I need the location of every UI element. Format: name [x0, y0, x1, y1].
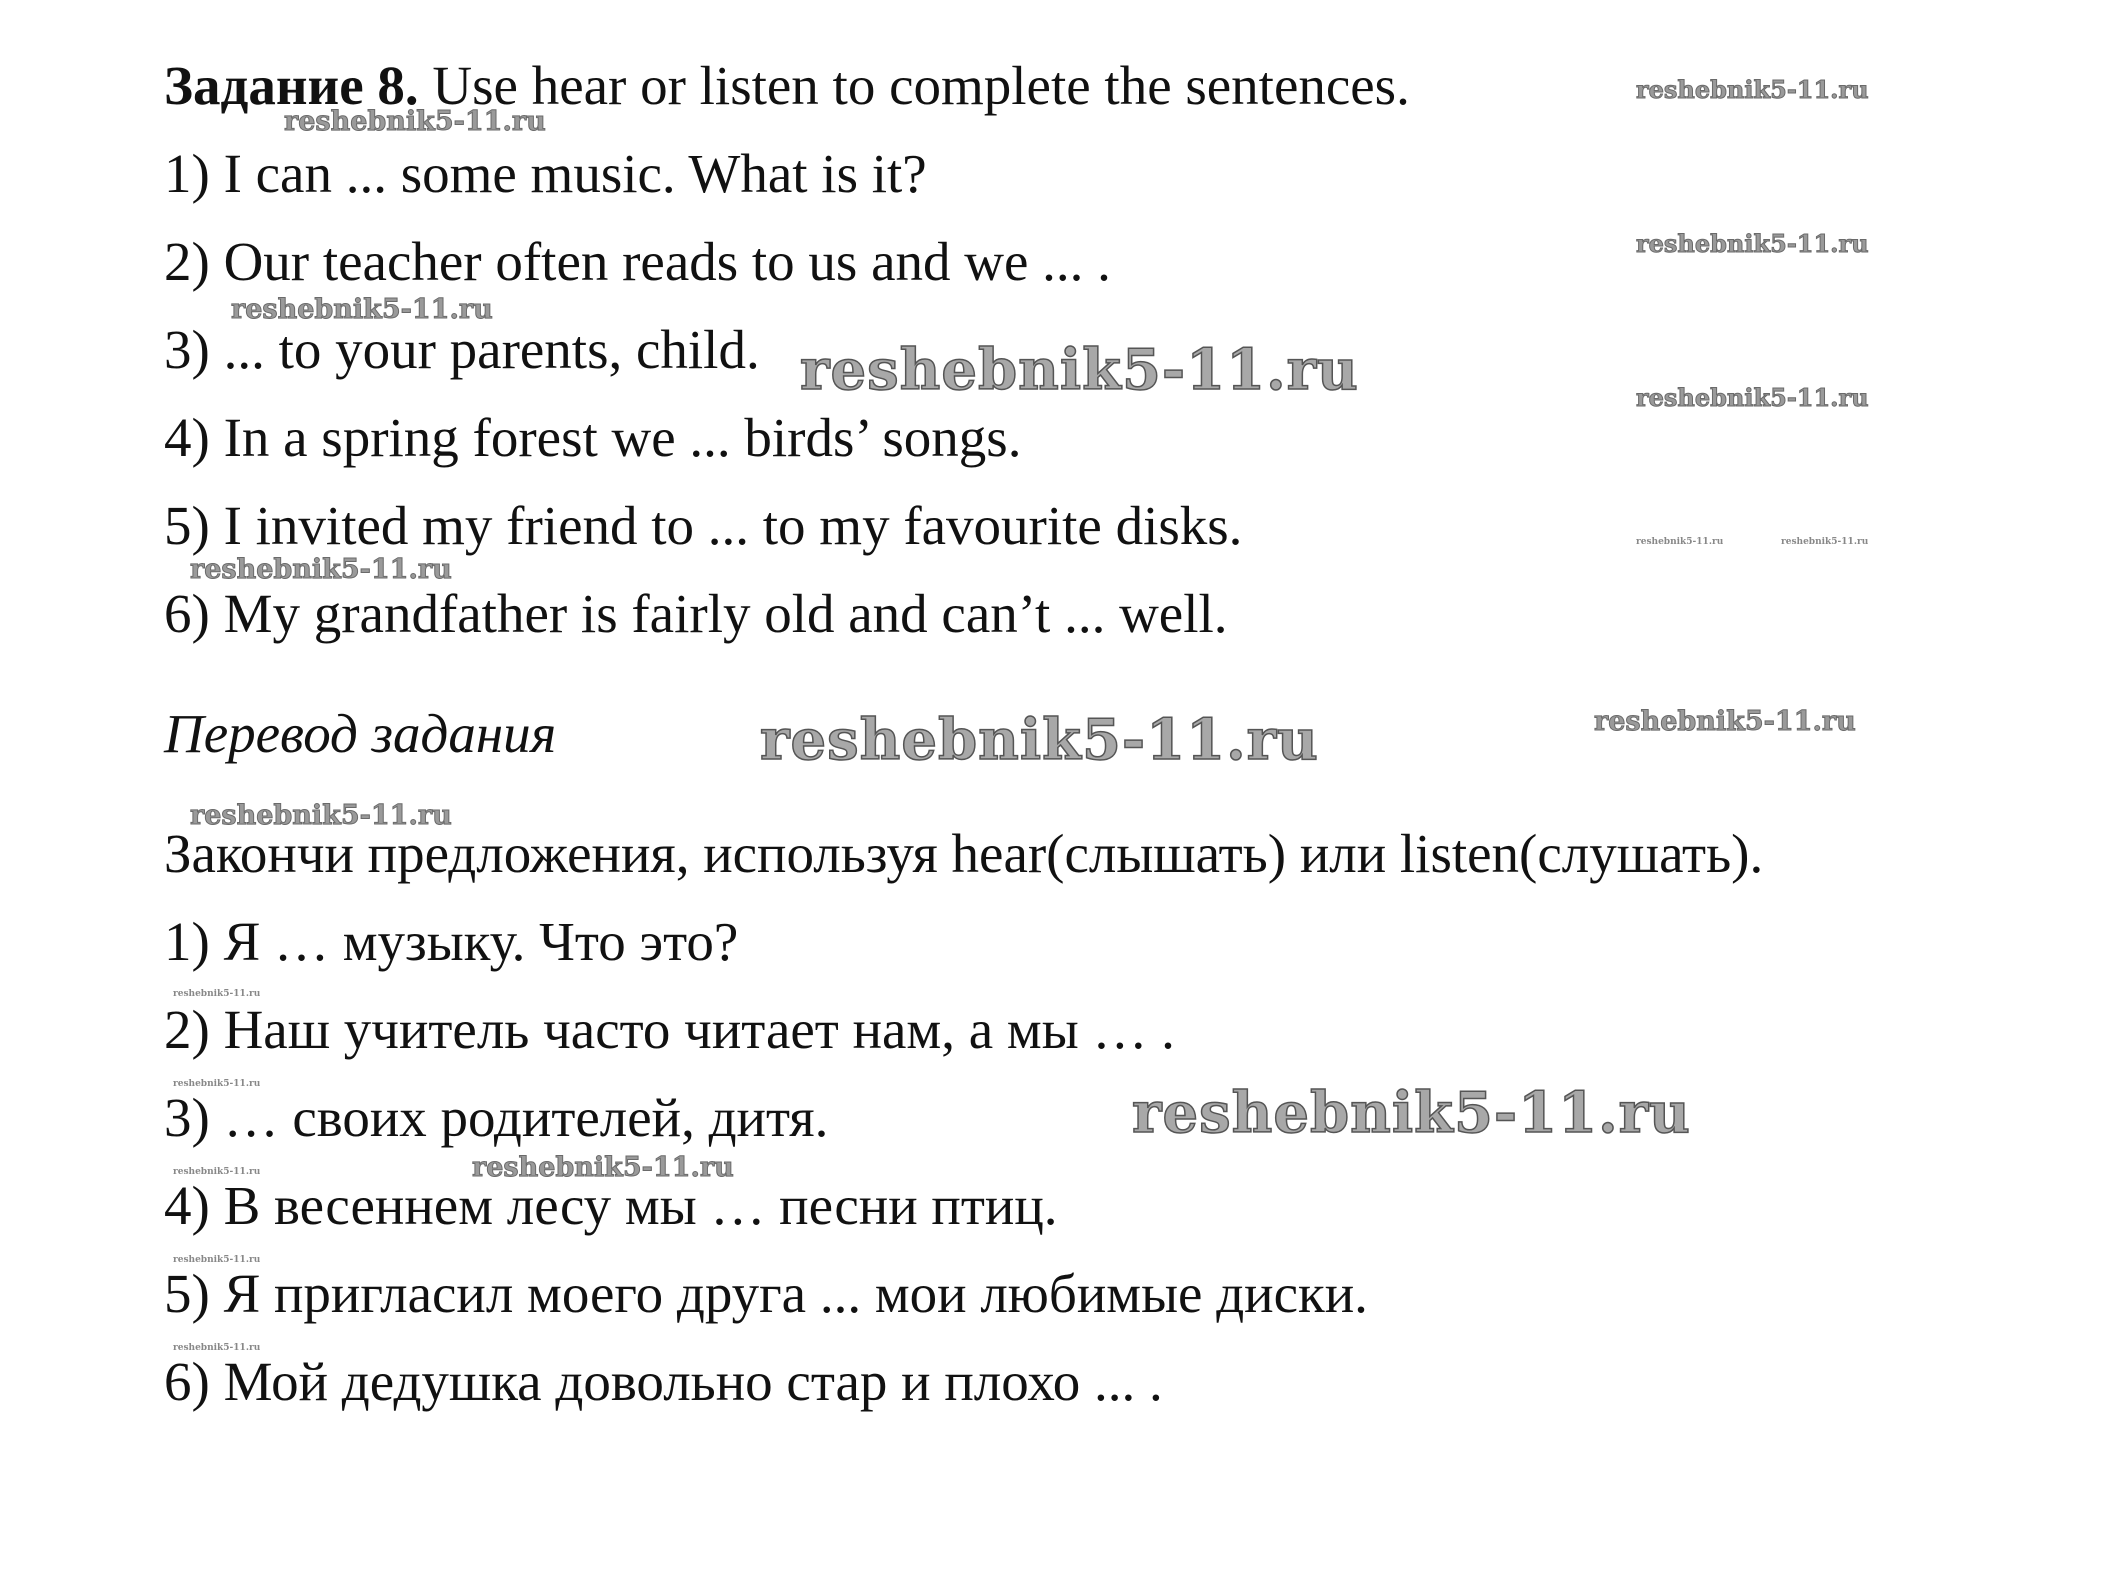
task-item-1: 1) I can ... some music. What is it?: [164, 143, 927, 204]
task-instruction: Use hear or listen to complete the sentences.: [418, 55, 1410, 116]
watermark: reshebnik5-11.ru: [173, 1079, 261, 1089]
watermark: reshebnik5-11.ru: [284, 106, 546, 137]
translation-item-3: 3) … своих родителей, дитя.: [164, 1087, 829, 1148]
translation-item-6: 6) Мой дедушка довольно стар и плохо ... .: [164, 1351, 1163, 1412]
translation-item-2: 2) Наш учитель часто читает нам, а мы … .: [164, 999, 1175, 1060]
task-label: Задание 8.: [164, 55, 419, 116]
translation-heading: Перевод задания: [164, 703, 557, 764]
watermark: reshebnik5-11.ru: [173, 1255, 261, 1265]
watermark: reshebnik5-11.ru: [1636, 75, 1869, 104]
watermark: reshebnik5-11.ru: [472, 1152, 734, 1183]
watermark: reshebnik5-11.ru: [800, 337, 1359, 403]
watermark: reshebnik5-11.ru: [1636, 537, 1724, 547]
translation-instruction: Закончи предложения, используя hear(слышать) или listen(слушать).: [164, 823, 1764, 884]
watermark: reshebnik5-11.ru: [1781, 537, 1869, 547]
translation-item-1: 1) Я … музыку. Что это?: [164, 911, 739, 972]
translation-item-4: 4) В весеннем лесу мы … песни птиц.: [164, 1175, 1058, 1236]
watermark: reshebnik5-11.ru: [1132, 1080, 1691, 1146]
task-heading: [164, 55, 1410, 116]
watermark: reshebnik5-11.ru: [1594, 706, 1856, 737]
watermark: reshebnik5-11.ru: [1636, 383, 1869, 412]
watermark: reshebnik5-11.ru: [190, 554, 452, 585]
watermark: reshebnik5-11.ru: [173, 989, 261, 999]
watermark: reshebnik5-11.ru: [190, 800, 452, 831]
task-item-2: 2) Our teacher often reads to us and we ... .: [164, 231, 1111, 292]
task-item-3: 3) ... to your parents, child.: [164, 319, 760, 380]
watermark: reshebnik5-11.ru: [231, 294, 493, 325]
task-item-6: 6) My grandfather is fairly old and can’t ... well.: [164, 583, 1228, 644]
watermark: reshebnik5-11.ru: [173, 1343, 261, 1353]
translation-item-5: 5) Я пригласил моего друга ... мои любимые диски.: [164, 1263, 1368, 1324]
task-item-5: 5) I invited my friend to ... to my favourite disks.: [164, 495, 1243, 556]
task-item-4: 4) In a spring forest we ... birds’ songs.: [164, 407, 1022, 468]
watermark: reshebnik5-11.ru: [760, 707, 1319, 773]
watermark: reshebnik5-11.ru: [1636, 229, 1869, 258]
watermark: reshebnik5-11.ru: [173, 1167, 261, 1177]
